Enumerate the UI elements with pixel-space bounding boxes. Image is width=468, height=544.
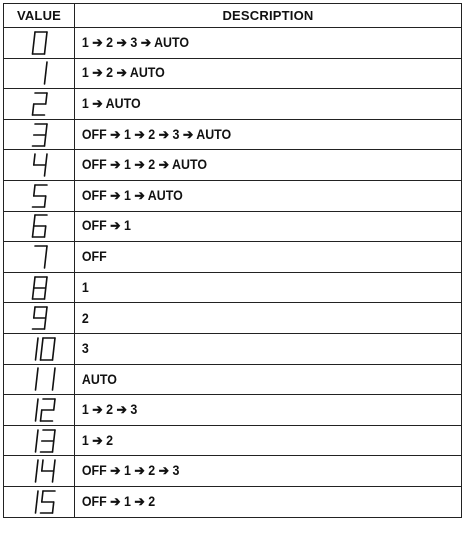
seven-segment-value bbox=[31, 30, 48, 56]
table-row bbox=[4, 486, 462, 517]
table-row bbox=[4, 303, 462, 334]
description-cell: OFF ➔ 1 ➔ AUTO bbox=[75, 180, 431, 211]
table-row bbox=[4, 58, 462, 89]
description-cell: AUTO bbox=[75, 364, 431, 395]
value-cell bbox=[4, 58, 75, 89]
value-cell bbox=[4, 364, 75, 395]
seven-segment-value bbox=[31, 213, 48, 239]
table-header-row bbox=[4, 4, 462, 28]
table-row bbox=[4, 242, 462, 273]
description-cell: OFF ➔ 1 ➔ 2 ➔ 3 ➔ AUTO bbox=[75, 119, 431, 150]
value-cell bbox=[4, 272, 75, 303]
value-cell bbox=[4, 28, 75, 59]
description-cell: 2 bbox=[75, 303, 431, 334]
description-cell: 1 ➔ 2 ➔ 3 ➔ AUTO bbox=[75, 28, 431, 59]
table-row bbox=[4, 119, 462, 150]
seven-segment-value bbox=[31, 244, 48, 270]
description-cell: 1 bbox=[75, 272, 431, 303]
table-row bbox=[4, 333, 462, 364]
seven-segment-value bbox=[31, 183, 48, 209]
description-cell: 3 bbox=[75, 333, 431, 364]
table-row bbox=[4, 89, 462, 120]
table-row bbox=[4, 364, 462, 395]
seven-segment-value bbox=[22, 428, 56, 454]
seven-segment-value bbox=[22, 458, 56, 484]
seven-segment-value bbox=[31, 152, 48, 178]
seven-segment-value bbox=[31, 275, 48, 301]
value-cell bbox=[4, 180, 75, 211]
seven-segment-value bbox=[22, 366, 56, 392]
table-row bbox=[4, 180, 462, 211]
value-cell bbox=[4, 89, 75, 120]
table-row bbox=[4, 28, 462, 59]
description-cell: 1 ➔ 2 bbox=[75, 425, 431, 456]
description-cell: OFF ➔ 1 ➔ 2 ➔ 3 bbox=[75, 456, 431, 487]
value-cell bbox=[4, 395, 75, 426]
table-row bbox=[4, 425, 462, 456]
seven-segment-value bbox=[31, 60, 48, 86]
description-cell: OFF ➔ 1 ➔ 2 bbox=[75, 486, 431, 517]
value-cell bbox=[4, 211, 75, 242]
seven-segment-value bbox=[22, 397, 56, 423]
table-row bbox=[4, 272, 462, 303]
description-column-header: DESCRIPTION bbox=[75, 4, 462, 28]
table-row bbox=[4, 211, 462, 242]
description-cell: 1 ➔ 2 ➔ 3 bbox=[75, 395, 431, 426]
seven-segment-value bbox=[31, 122, 48, 148]
seven-segment-value bbox=[22, 489, 56, 515]
table-row bbox=[4, 150, 462, 181]
description-cell: 1 ➔ AUTO bbox=[75, 89, 431, 120]
value-cell bbox=[4, 425, 75, 456]
description-cell: OFF ➔ 1 ➔ 2 ➔ AUTO bbox=[75, 150, 431, 181]
value-cell bbox=[4, 486, 75, 517]
value-cell bbox=[4, 456, 75, 487]
value-description-table bbox=[3, 3, 462, 518]
value-cell bbox=[4, 119, 75, 150]
value-cell bbox=[4, 242, 75, 273]
value-cell bbox=[4, 150, 75, 181]
value-column-header: VALUE bbox=[4, 4, 75, 28]
table-row bbox=[4, 395, 462, 426]
table-row bbox=[4, 456, 462, 487]
description-cell: 1 ➔ 2 ➔ AUTO bbox=[75, 58, 431, 89]
value-cell bbox=[4, 303, 75, 334]
value-cell bbox=[4, 333, 75, 364]
description-cell: OFF ➔ 1 bbox=[75, 211, 431, 242]
seven-segment-value bbox=[31, 305, 48, 331]
description-cell: OFF bbox=[75, 242, 431, 273]
seven-segment-value bbox=[31, 91, 48, 117]
seven-segment-value bbox=[22, 336, 56, 362]
